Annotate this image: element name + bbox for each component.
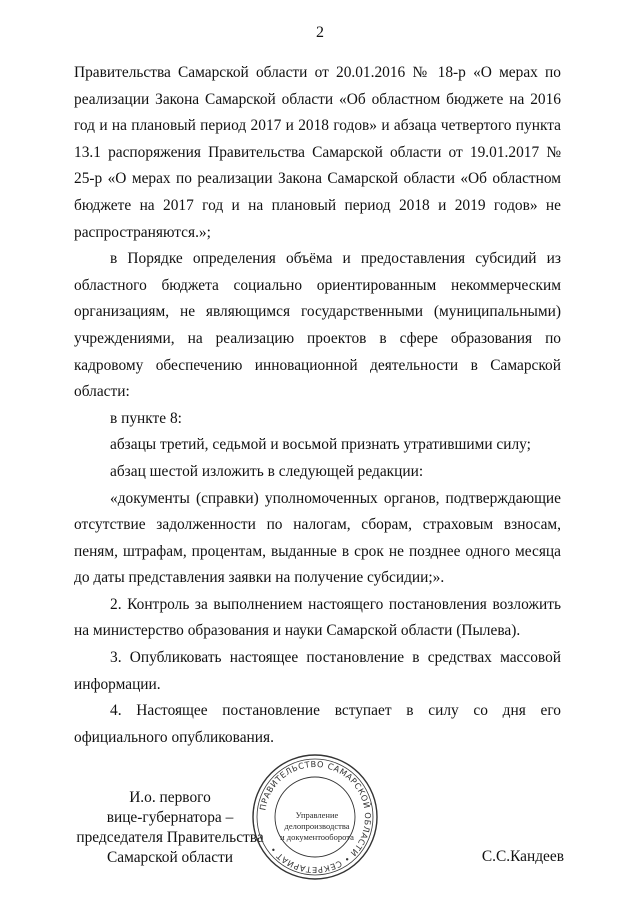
- paragraph-amend: абзац шестой изложить в следующей редакции:: [110, 462, 424, 480]
- document-body: [74, 60, 561, 751]
- paragraph-clause-2: 2. Контроль за выполнением настоящего постановления возложить на министерство образования и науки Самарской области (Пылева).: [74, 595, 561, 640]
- signer-title-line: вице-губернатора –: [106, 809, 234, 826]
- signature-block: [0, 758, 640, 900]
- paragraph-quote: «документы (справки) уполномоченных органов, подтверждающие отсутствие задолженности по налогам, сборам, страховым взносам, пеням, штрафам, процентам, выданные в срок не позднее одного месяца до даты представления заявки на получение субсидии;».: [74, 489, 561, 587]
- page-number: 2: [316, 24, 324, 41]
- paragraph-repeal: абзацы третий, седьмой и восьмой признать утратившими силу;: [110, 436, 531, 454]
- paragraph-clause-4: 4. Настоящее постановление вступает в силу со дня его официального опубликования.: [74, 702, 561, 746]
- seal-center-line: делопроизводства: [284, 821, 350, 831]
- svg-text:ПРАВИТЕЛЬСТВО САМАРСКОЙ ОБЛАСТ: ПРАВИТЕЛЬСТВО САМАРСКОЙ ОБЛАСТИ • СЕКРЕТАРИАТ •: [257, 758, 374, 876]
- signer-title-line: Самарской области: [106, 849, 233, 866]
- signer-title: [60, 788, 280, 868]
- seal-center-line: Управление: [295, 810, 339, 820]
- paragraph-clause-3: 3. Опубликовать настоящее постановление в средствах массовой информации.: [74, 649, 561, 693]
- signer-name: С.С.Кандеев: [481, 848, 564, 865]
- seal-center-text: [272, 810, 362, 843]
- paragraph-procedure: в Порядке определения объёма и предоставления субсидий из областного бюджета социально ориентированным некоммерческим организациям, не являющимся государственными (муниципальными) учреждениями, на реализацию проектов в сфере образования по кадровому обеспечению инновационной деятельности в Самарской области:: [74, 250, 561, 401]
- paragraph-continuation: Правительства Самарской области от 20.01.2016 № 18-р «О мерах по реализации Закона Самарской области «Об областном бюджете на 2016 год и на плановый период 2017 и 2018 годов» и абзаца четвертого пункта 13.1 распоряжения Правительства Самарской области от 19.01.2017 № 25-р «О мерах по реализации Закона Самарской области «Об областном бюджете на 2017 год и на плановый период 2018 и 2019 годов» не распространяются.»;: [74, 64, 561, 241]
- signer-title-line: И.о. первого: [129, 789, 211, 806]
- signer-title-line: председателя Правительства: [76, 829, 264, 846]
- seal-center-line: и документооборота: [280, 832, 354, 842]
- paragraph-point-8: в пункте 8:: [110, 409, 182, 427]
